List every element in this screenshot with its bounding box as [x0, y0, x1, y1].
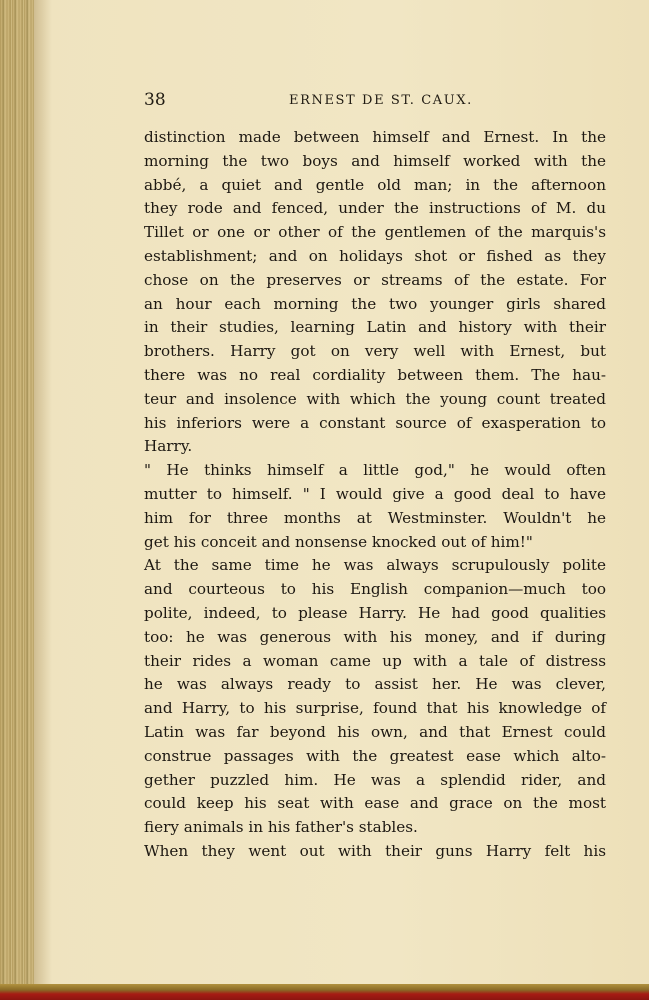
text-line: his inferiors were a constant source of exasperation to	[144, 413, 606, 432]
page-header	[144, 88, 606, 112]
text-line: him for three months at Westminster. Wouldn't he	[144, 508, 606, 527]
text-line: When they went out with their guns Harry felt his	[144, 841, 606, 860]
text-line: gether puzzled him. He was a splendid rider, and	[144, 770, 606, 789]
text-line: distinction made between himself and Ernest. In the	[144, 128, 606, 146]
text-line: they rode and fenced, under the instructions of M. du	[144, 199, 606, 218]
text-line: fiery animals in his father's stables.	[144, 818, 418, 837]
text-line: At the same time he was always scrupulously polite	[144, 556, 606, 575]
text-line: " He thinks himself a little god," he would often	[144, 461, 606, 480]
text-line: establishment; and on holidays shot or fished as they	[144, 246, 606, 265]
text-line: and Harry, to his surprise, found that his knowledge of	[144, 699, 606, 718]
text-line: morning the two boys and himself worked with the	[144, 151, 606, 170]
text-line: Harry.	[144, 437, 193, 456]
text-line: their rides a woman came up with a tale of distress	[144, 651, 606, 670]
text-line: too: he was generous with his money, and if during	[144, 627, 606, 646]
text-line: construe passages with the greatest ease which alto-	[144, 746, 606, 765]
page-number: 38	[144, 90, 166, 110]
text-line: polite, indeed, to please Harry. He had good qualities	[144, 603, 606, 622]
page-gutter	[0, 0, 34, 1000]
text-line: mutter to himself. " I would give a good deal to have	[144, 484, 606, 503]
text-line: he was always ready to assist her. He was clever,	[144, 675, 606, 694]
text-line: get his conceit and nonsense knocked out of him!"	[144, 532, 533, 551]
text-line: an hour each morning the two younger girls shared	[144, 294, 606, 313]
text-line: brothers. Harry got on very well with Ernest, but	[144, 342, 606, 361]
body-text	[144, 126, 606, 864]
text-line: and courteous to his English companion—much too	[144, 580, 606, 599]
running-head: ERNEST DE ST. CAUX.	[289, 93, 473, 108]
page-bottom-edge	[0, 984, 649, 1000]
text-line: there was no real cordiality between them. The hau-	[144, 365, 606, 384]
text-line: could keep his seat with ease and grace on the most	[144, 794, 606, 813]
text-line: chose on the preserves or streams of the estate. For	[144, 270, 606, 289]
text-line: Latin was far beyond his own, and that Ernest could	[144, 722, 606, 741]
text-line: in their studies, learning Latin and history with their	[144, 318, 606, 337]
gutter-shadow	[34, 0, 52, 1000]
text-line: Tillet or one or other of the gentlemen of the marquis's	[144, 223, 606, 242]
text-line: teur and insolence with which the young count treated	[144, 389, 606, 408]
text-line: abbé, a quiet and gentle old man; in the afternoon	[144, 175, 606, 194]
